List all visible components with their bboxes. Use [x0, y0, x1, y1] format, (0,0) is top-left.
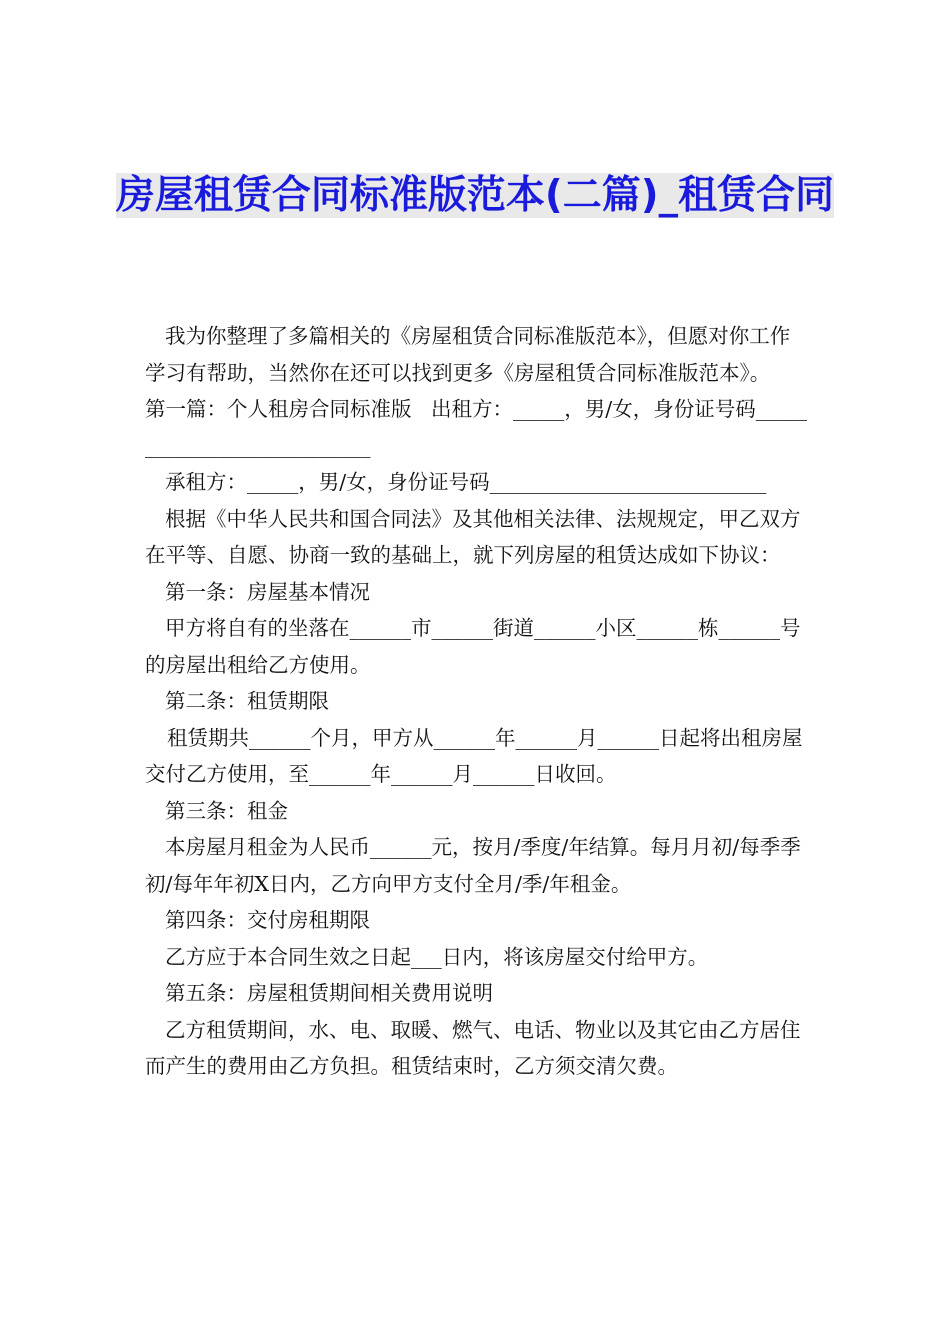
article-3-heading: 第三条：租金: [165, 798, 288, 823]
article-3-text: 本房屋月租金为人民币______元，按月/季度/年结算。每月月初/每季季初/每年年初X日内，乙方向甲方支付全月/季/年租金。: [145, 835, 801, 896]
document-body: [145, 318, 809, 1085]
legal-basis-paragraph: 根据《中华人民共和国合同法》及其他相关法律、法规规定，甲乙双方在平等、自愿、协商一致的基础上，就下列房屋的租赁达成如下协议：: [145, 506, 801, 567]
lessee-paragraph: 承租方：_____，男/女，身份证号码___________________________: [165, 470, 767, 494]
document-title: [110, 170, 840, 222]
article-1-heading: 第一条：房屋基本情况: [165, 579, 370, 604]
part-one-heading-paragraph: 第一篇：个人租房合同标准版 出租方：_____，男/女，身份证号码___________________________: [145, 397, 807, 458]
article-5-text: 乙方租赁期间，水、电、取暖、燃气、电话、物业以及其它由乙方居住而产生的费用由乙方负担。租赁结束时，乙方须交清欠费。: [145, 1017, 801, 1078]
article-4-text: 乙方应于本合同生效之日起___日内，将该房屋交付给甲方。: [165, 944, 709, 969]
article-2-heading: 第二条：租赁期限: [165, 689, 329, 713]
article-4-heading: 第四条：交付房租期限: [165, 908, 370, 932]
article-1-text: 甲方将自有的坐落在______市______街道______小区______栋______号的房屋出租给乙方使用。: [145, 616, 801, 677]
article-2-text: 租赁期共______个月，甲方从______年______月______日起将出租房屋交付乙方使用，至______年______月______日收回。: [145, 725, 803, 786]
article-5-heading: 第五条：房屋租赁期间相关费用说明: [165, 981, 493, 1005]
intro-paragraph: 我为你整理了多篇相关的《房屋租赁合同标准版范本》，但愿对你工作学习有帮助，当然你在还可以找到更多《房屋租赁合同标准版范本》。: [145, 324, 791, 385]
document-title-text: 房屋租赁合同标准版范本(二篇)_租赁合同: [115, 173, 835, 218]
